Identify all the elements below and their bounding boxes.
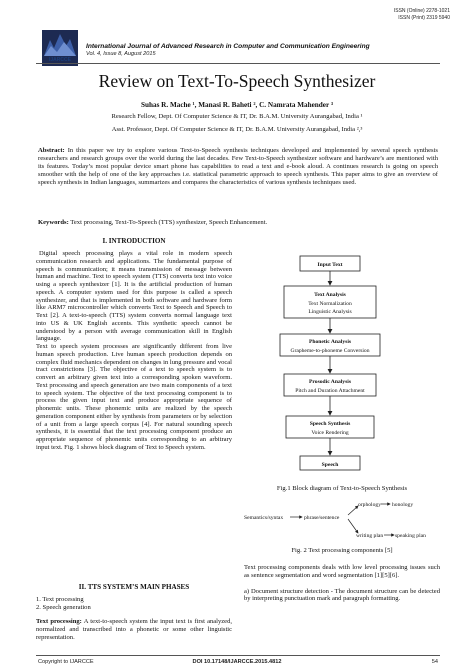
affiliation-2: Asst. Professor, Dept. Of Computer Science & IT, Dr. B.A.M. University Aurangabad, India ²,³ [111, 126, 363, 133]
intro-paragraph-2: Text to speech system processes are significantly different from live human speech production. Live human speech production depends on complex fluid mechanics dependent on changes in lung pressure and vocal tract constrictions [3]. The objective of a text to speech system is to convert an arbitrary given text into a corresponding spoken waveform. Text processing and speech generation are two main components of a text to speech system. The objective of the text processing component is to process the given input text and produce appropriate sequence of phonemic units. These phonemic units are realized by the speech generation component either by synthesis from parameters or by selection of a unit from a large speech corpus [4]. For natural sounding speech synthesis, it is essential that the text processing component produce an appropriate sequence of phonemic units corresponding to an arbitrary input text. Fig. 1 shows block diagram of Text to Speech system. [36, 343, 232, 451]
intro-paragraph-1: Digital speech processing plays a vital role in modern speech communication research and applications. The fundamental purpose of speech is communication; it means transmission of message between human and machine. Text to speech system (TTS) converts text into voice using a speech synthesizer [1]. It is the artificial production of human speech. A computer system used for this purpose is called a speech synthesizer, and that is implemented in both software and hardware form like ARM7 microcontroller which converts Text to Speech and Speech to Text [2]. A text-to-speech (TTS) system converts normal language text into US & UK English accents. This synthetic speech cannot be understood by a person with average communication skill in English language. [36, 250, 232, 343]
fig1-label-prosodic-analysis: Prosodic Analysis [308, 379, 352, 385]
fig2-label-speaking-plan: speaking plan [395, 533, 426, 539]
fig2-label-phrase: phrase/sentence [304, 515, 340, 521]
text-processing-text: A text-to-speech system the input text is first analyzed, normalized and transcribed into a phonetic or some other linguistic representation. [36, 618, 232, 641]
affiliation-1: Research Fellow, Dept. Of Computer Science & IT, Dr. B.A.M. University Aurangabad, India ¹ [111, 113, 363, 120]
fig2-label-morphology: orphology [358, 502, 381, 508]
abstract [38, 147, 438, 187]
issn-block [394, 8, 450, 21]
fig1-label-text-analysis: Text Analysis [314, 292, 346, 298]
section-heading-tts-phases: II. TTS SYSTEM’S MAIN PHASES [78, 583, 190, 591]
journal-volume: Vol. 4, Issue 8, August 2015 [86, 51, 156, 57]
author-list: Suhas R. Mache ¹, Manasi R. Baheti ², C. Namrata Mahender ³ [140, 101, 333, 109]
fig1-label-voice-rendering: Voice Rendering [311, 430, 349, 436]
fig1-label-linguistic-analysis: Linguistic Analysis [308, 309, 352, 315]
left-column-body [36, 250, 232, 452]
issn-print: ISSN (Print) 2319 5940 [398, 14, 450, 21]
journal-name: International Journal of Advanced Research in Computer and Communication Engineering [86, 43, 370, 50]
text-processing-components-paragraph: Text processing components deals with low level processing issues such as sentence segmentation and word segmentation [1][5][6]. [244, 564, 440, 579]
text-processing-label: Text processing: [36, 618, 82, 625]
fig2-label-phonology: honology [392, 502, 414, 508]
fig2-label-semantics: Semantics/syntax [244, 515, 284, 521]
phase-item-2: 2. Speech generation [36, 603, 91, 611]
fig1-label-phonetic-analysis: Phonetic Analysis [308, 339, 352, 345]
keywords [38, 219, 438, 227]
right-column-body [244, 564, 440, 603]
fig1-label-g2p: Grapheme-to-phoneme Conversion [290, 348, 370, 354]
fig1-label-text-normalization: Text Normalization [308, 301, 352, 307]
keywords-label: Keywords: [38, 219, 69, 226]
figure-2-text-processing-components [244, 500, 440, 546]
phase-item-1: 1. Text processing [36, 596, 84, 603]
paper-title: Review on Text-To-Speech Synthesizer [98, 71, 376, 91]
header-rule [36, 63, 440, 64]
abstract-text: In this paper we try to explore various Text-to-Speech synthesis techniques developed and implemented by several speech synthesis researchers and research groups over the world during the last decades. Few Text-to-Speech synthesizer software and hardware’s are mentioned with its features. Today’s most popular device smart phone has capabilities to read a text and e-book aloud. A continues research is going on speech smoother with the help of one of the key approaches i.e. statistical parametric approach to speech synthesis. This paper aims to give an overview of speech synthesis in Indian languages, summarizes and compares the characteristics of various synthesis techniques used. [38, 147, 438, 186]
fig1-label-pitch-duration: Pitch and Duration Attachment [295, 388, 365, 394]
text-processing-paragraph [36, 618, 232, 641]
fig2-label-writing-plan: writing plan [356, 533, 384, 539]
footer-doi: DOI 10.17148/IJARCCE.2015.4812 [192, 659, 282, 665]
fig2-arrow-phrase-writing [348, 519, 358, 533]
fig1-label-input-text: Input Text [317, 262, 343, 268]
fig1-label-speech: Speech [321, 462, 339, 468]
phase-list [36, 596, 232, 612]
logo-text: IJARCCE [49, 57, 71, 63]
figure-2-caption: Fig. 2 Text processing components [5] [291, 547, 393, 554]
figure-1-caption: Fig.1 Block diagram of Text-to-Speech Synthesis [276, 485, 408, 492]
section-heading-introduction: I. INTRODUCTION [102, 237, 166, 245]
abstract-label: Abstract: [38, 147, 65, 154]
fig2-arrow-phrase-morphology [348, 506, 358, 515]
issn-online: ISSN (Online) 2278-1021 [393, 8, 450, 14]
keywords-text: Text processing, Text-To-Speech (TTS) synthesizer, Speech Enhancement. [68, 219, 268, 226]
figure-1-block-diagram [244, 246, 440, 482]
footer-copyright: Copyright to IJARCCE [38, 659, 94, 665]
footer-page-number: 54 [431, 659, 438, 665]
footer-rule [36, 655, 440, 656]
fig1-label-speech-synthesis: Speech Synthesis [309, 421, 351, 427]
document-structure-paragraph: a) Document structure detection - The document structure can be detected by interpreting punctuation mark and paragraph formatting. [244, 587, 440, 603]
